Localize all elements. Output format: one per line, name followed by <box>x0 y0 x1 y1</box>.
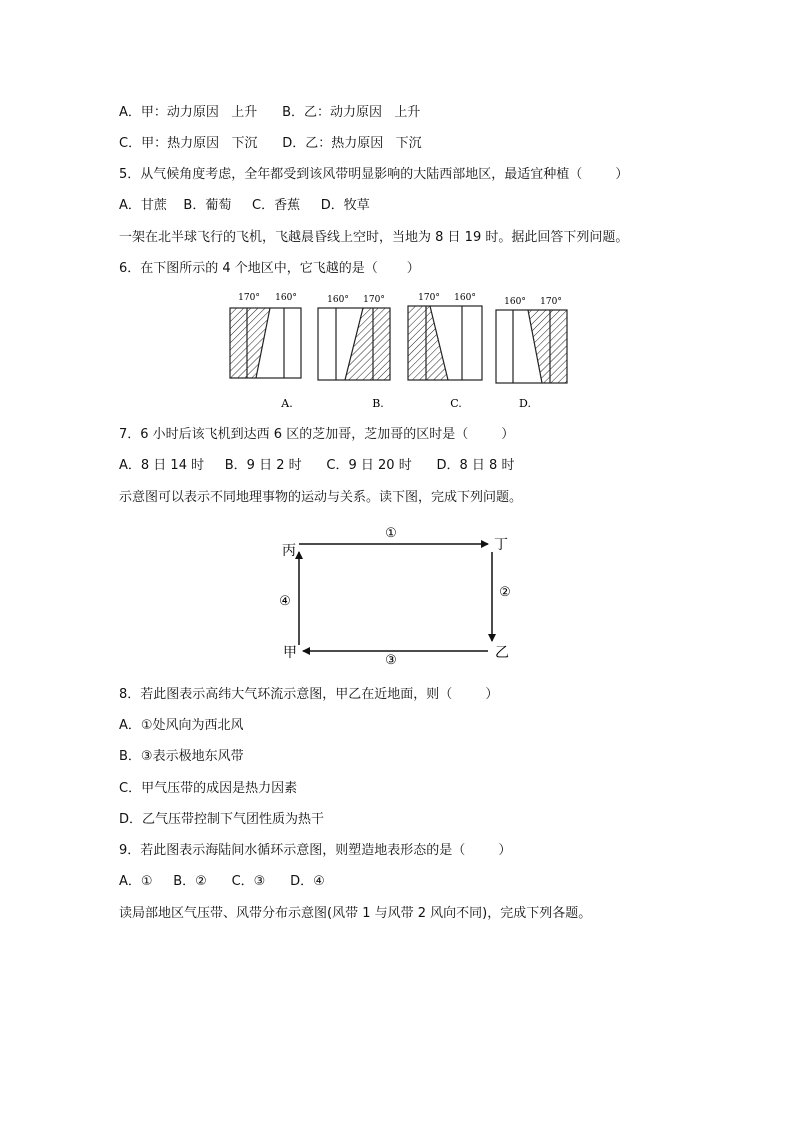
label-1: ① <box>385 526 397 541</box>
node-bing: 丙 <box>282 543 296 559</box>
q4-options-ab: A．甲：动力原因 上升 B．乙：动力原因 上升 <box>119 105 421 120</box>
q4-options-cd: C．甲：热力原因 下沉 D．乙：热力原因 下沉 <box>119 136 422 151</box>
panel-b-lon-left: 160° <box>327 295 349 305</box>
question-8: 8．若此图表示高纬大气环流示意图，甲乙在近地面，则（ ） <box>119 687 499 702</box>
node-yi: 乙 <box>495 645 509 661</box>
panel-b-label: B. <box>372 397 384 410</box>
node-jia: 甲 <box>283 645 297 661</box>
question-9-options: A．① B．② C．③ D．④ <box>119 874 325 889</box>
panel-c-lon-right: 160° <box>454 293 476 303</box>
panel-d-lon-left: 160° <box>504 297 526 307</box>
panel-d-lon-right: 170° <box>540 297 562 307</box>
label-4: ④ <box>279 594 291 609</box>
question-7: 7．6 小时后该飞机到达西 6 区的芝加哥，芝加哥的区时是（ ） <box>119 427 515 442</box>
node-ding: 丁 <box>494 537 508 553</box>
intro-next-section: 读局部地区气压带、风带分布示意图(风带 1 与风带 2 风向不同)，完成下列各题。 <box>119 906 592 921</box>
question-8-option-b: B．③表示极地东风带 <box>119 749 244 764</box>
question-8-option-a: A．①处风向为西北风 <box>119 718 244 733</box>
question-5: 5．从气候角度考虑，全年都受到该风带明显影响的大陆西部地区，最适宜种植（ ） <box>119 167 629 182</box>
question-7-options: A．8 日 14 时 B．9 日 2 时 C．9 日 20 时 D．8 日 8 时 <box>119 458 515 473</box>
panel-c-label: C. <box>450 397 462 410</box>
panel-a-label: A. <box>281 397 293 410</box>
panel-c-lon-left: 170° <box>418 293 440 303</box>
question-5-options: A．甘蔗 B．葡萄 C．香蕉 D．牧草 <box>119 198 370 213</box>
question-8-option-d: D．乙气压带控制下气团性质为热干 <box>119 812 325 827</box>
label-2: ② <box>499 585 511 600</box>
panel-a-lon-right: 160° <box>275 293 297 303</box>
panel-b-lon-right: 170° <box>363 295 385 305</box>
label-3: ③ <box>385 653 397 668</box>
intro-q6-q7: 一架在北半球飞行的飞机，飞越晨昏线上空时，当地为 8 日 19 时。据此回答下列问题。 <box>119 230 629 245</box>
question-8-option-c: C．甲气压带的成因是热力因素 <box>119 781 298 796</box>
intro-q8-q9: 示意图可以表示不同地理事物的运动与关系。读下图，完成下列问题。 <box>119 490 523 505</box>
panel-d-label: D. <box>519 397 531 410</box>
question-6: 6．在下图所示的 4 个地区中，它飞越的是（ ） <box>119 261 420 276</box>
panel-a-lon-left: 170° <box>238 293 260 303</box>
question-9: 9．若此图表示海陆间水循环示意图，则塑造地表形态的是（ ） <box>119 843 512 858</box>
